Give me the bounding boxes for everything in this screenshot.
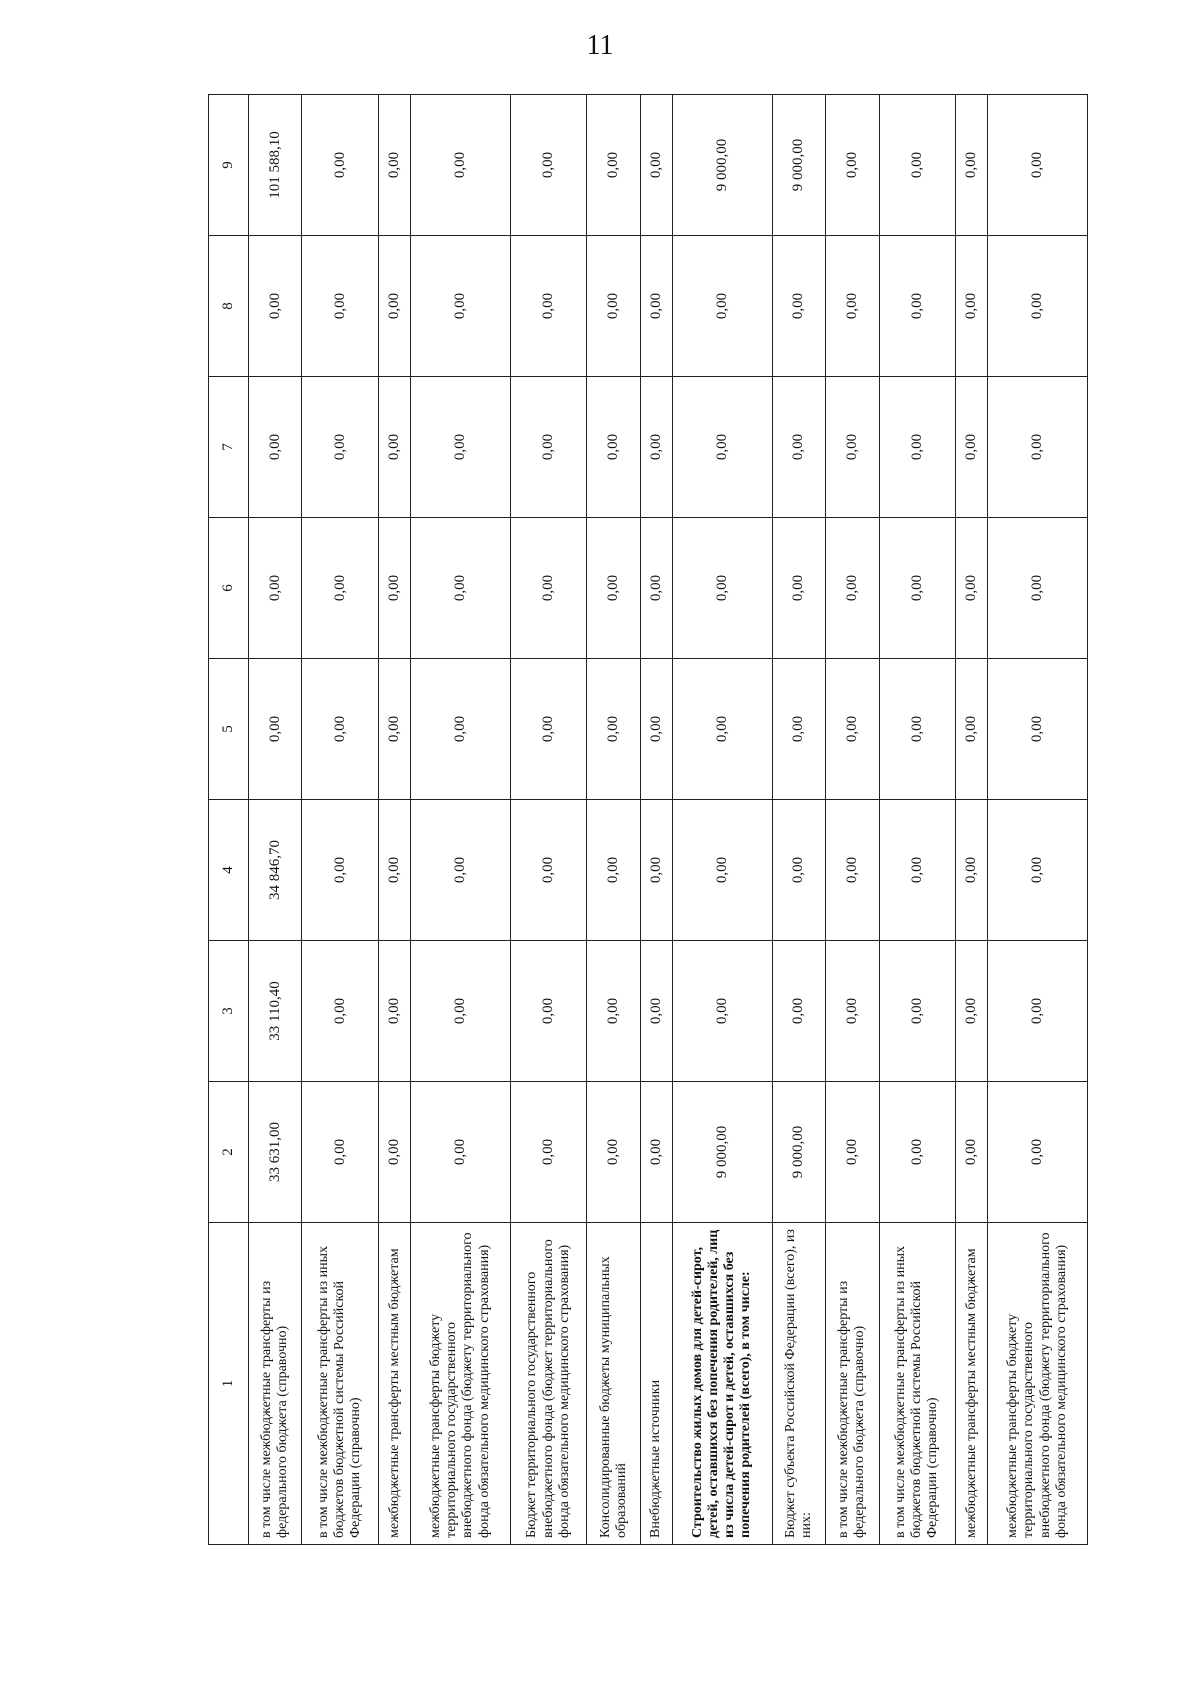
table-cell: 0,00 [988, 377, 1088, 518]
table-cell: 0,00 [302, 518, 379, 659]
table-cell: 0,00 [510, 800, 587, 941]
row-label: в том числе межбюджетные трансферты из иных бюджетов бюджетной системы Российской Федерации (справочно) [879, 1223, 956, 1545]
table-cell: 0,00 [587, 659, 640, 800]
table-cell: 0,00 [379, 377, 411, 518]
table-cell: 0,00 [772, 800, 825, 941]
table-cell: 9 000,00 [772, 1082, 825, 1223]
table-cell: 0,00 [672, 236, 772, 377]
table-cell: 0,00 [249, 659, 302, 800]
table-body [249, 95, 1088, 1545]
table-cell: 0,00 [956, 659, 988, 800]
table-cell: 0,00 [411, 95, 511, 236]
table-cell: 0,00 [587, 377, 640, 518]
row-label: межбюджетные трансферты местным бюджетам [956, 1223, 988, 1545]
table-cell: 0,00 [510, 236, 587, 377]
row-label: в том числе межбюджетные трансферты из федерального бюджета (справочно) [249, 1223, 302, 1545]
table-cell: 0,00 [379, 518, 411, 659]
table-cell: 0,00 [379, 800, 411, 941]
table-cell: 0,00 [988, 236, 1088, 377]
table-cell: 0,00 [510, 1082, 587, 1223]
table-cell: 0,00 [772, 659, 825, 800]
table-cell: 0,00 [988, 95, 1088, 236]
table-row [672, 95, 772, 1545]
table-cell: 0,00 [411, 659, 511, 800]
column-header: 9 [209, 95, 249, 236]
column-header: 3 [209, 941, 249, 1082]
table-cell: 0,00 [956, 95, 988, 236]
table-cell: 0,00 [672, 659, 772, 800]
table-cell: 0,00 [587, 236, 640, 377]
table-cell: 9 000,00 [772, 95, 825, 236]
table-cell: 0,00 [379, 941, 411, 1082]
column-header: 4 [209, 800, 249, 941]
table-cell: 0,00 [379, 1082, 411, 1223]
table-cell: 0,00 [879, 1082, 956, 1223]
table-cell: 0,00 [772, 236, 825, 377]
table-cell: 0,00 [672, 518, 772, 659]
column-header: 6 [209, 518, 249, 659]
table-cell: 0,00 [510, 518, 587, 659]
column-header: 5 [209, 659, 249, 800]
table-row [879, 95, 956, 1545]
table-row [302, 95, 379, 1545]
table-cell: 0,00 [826, 377, 879, 518]
row-label: Строительство жилых домов для детей-сирот, детей, оставшихся без попечения родителей, лиц из числа детей-сирот и детей, оставшихся без попечения родителей (всего), в том числе: [672, 1223, 772, 1545]
table-cell: 0,00 [587, 1082, 640, 1223]
table-cell: 0,00 [249, 518, 302, 659]
table-cell: 0,00 [956, 941, 988, 1082]
table-cell: 0,00 [640, 659, 672, 800]
column-header: 2 [209, 1082, 249, 1223]
row-label: Бюджет территориального государственного внебюджетного фонда (бюджет территориального фонда обязательного медицинского страхования) [510, 1223, 587, 1545]
table-cell: 0,00 [988, 941, 1088, 1082]
table-cell: 0,00 [956, 518, 988, 659]
table-cell: 0,00 [587, 518, 640, 659]
table-cell: 0,00 [302, 95, 379, 236]
table-cell: 0,00 [640, 95, 672, 236]
row-label: в том числе межбюджетные трансферты из федерального бюджета (справочно) [826, 1223, 879, 1545]
table-cell: 0,00 [956, 236, 988, 377]
table-cell: 0,00 [879, 659, 956, 800]
table-row [956, 95, 988, 1545]
table-cell: 0,00 [956, 377, 988, 518]
table-cell: 0,00 [302, 941, 379, 1082]
table-cell: 34 846,70 [249, 800, 302, 941]
table-cell: 0,00 [411, 941, 511, 1082]
table-cell: 0,00 [379, 95, 411, 236]
table-cell: 0,00 [879, 377, 956, 518]
table-cell: 9 000,00 [672, 1082, 772, 1223]
table-cell: 0,00 [379, 236, 411, 377]
table-cell: 0,00 [772, 518, 825, 659]
table-row [640, 95, 672, 1545]
table-cell: 0,00 [672, 941, 772, 1082]
table-cell: 0,00 [826, 518, 879, 659]
table-cell: 0,00 [411, 1082, 511, 1223]
table-cell: 0,00 [956, 1082, 988, 1223]
table-cell: 0,00 [640, 800, 672, 941]
table-cell: 0,00 [879, 236, 956, 377]
table-cell: 0,00 [988, 518, 1088, 659]
table-cell: 0,00 [379, 659, 411, 800]
table-cell: 0,00 [988, 659, 1088, 800]
table-cell: 0,00 [587, 800, 640, 941]
table-cell: 0,00 [640, 1082, 672, 1223]
table-row [411, 95, 511, 1545]
table-header-row [209, 95, 249, 1545]
table-cell: 0,00 [879, 518, 956, 659]
table-cell: 0,00 [640, 941, 672, 1082]
table-cell: 101 588,10 [249, 95, 302, 236]
table-row [510, 95, 587, 1545]
table-cell: 0,00 [672, 377, 772, 518]
table-cell: 0,00 [510, 659, 587, 800]
table-cell: 0,00 [956, 800, 988, 941]
row-label: в том числе межбюджетные трансферты из иных бюджетов бюджетной системы Российской Федерации (справочно) [302, 1223, 379, 1545]
table-cell: 0,00 [302, 800, 379, 941]
table-cell: 0,00 [826, 95, 879, 236]
table-cell: 0,00 [510, 941, 587, 1082]
table-cell: 0,00 [772, 941, 825, 1082]
table-cell: 0,00 [510, 95, 587, 236]
column-header: 1 [209, 1223, 249, 1545]
table-cell: 0,00 [510, 377, 587, 518]
row-label: межбюджетные трансферты местным бюджетам [379, 1223, 411, 1545]
table-cell: 33 110,40 [249, 941, 302, 1082]
table-cell: 0,00 [879, 800, 956, 941]
table-cell: 0,00 [411, 800, 511, 941]
row-label: межбюджетные трансферты бюджету территориального государственного внебюджетного фонда (бюджету территориального фонда обязательного медицинского страхования) [411, 1223, 511, 1545]
table-cell: 0,00 [640, 518, 672, 659]
table-row [379, 95, 411, 1545]
table-cell: 0,00 [302, 377, 379, 518]
table-row [988, 95, 1088, 1545]
table-cell: 0,00 [772, 377, 825, 518]
row-label: Консолидированные бюджеты муниципальных образований [587, 1223, 640, 1545]
table-cell: 0,00 [826, 1082, 879, 1223]
table-cell: 0,00 [587, 95, 640, 236]
table-cell: 9 000,00 [672, 95, 772, 236]
table-row [826, 95, 879, 1545]
table-cell: 0,00 [672, 800, 772, 941]
table-cell: 0,00 [302, 236, 379, 377]
table-cell: 0,00 [302, 659, 379, 800]
table-cell: 0,00 [879, 95, 956, 236]
table-cell: 0,00 [640, 377, 672, 518]
table-cell: 0,00 [411, 236, 511, 377]
table-cell: 0,00 [249, 377, 302, 518]
table-row [587, 95, 640, 1545]
table-cell: 0,00 [826, 236, 879, 377]
table-cell: 0,00 [826, 941, 879, 1082]
rotated-table-container [208, 95, 1088, 1545]
column-header: 7 [209, 377, 249, 518]
table-cell: 0,00 [640, 236, 672, 377]
table-cell: 0,00 [302, 1082, 379, 1223]
table-cell: 33 631,00 [249, 1082, 302, 1223]
table-cell: 0,00 [587, 941, 640, 1082]
table-row [249, 95, 302, 1545]
table-cell: 0,00 [988, 1082, 1088, 1223]
row-label: межбюджетные трансферты бюджету территориального государственного внебюджетного фонда (бюджету территориального фонда обязательного медицинского страхования) [988, 1223, 1088, 1545]
page-number: 11 [586, 30, 614, 61]
table-cell: 0,00 [249, 236, 302, 377]
table-cell: 0,00 [411, 518, 511, 659]
column-header: 8 [209, 236, 249, 377]
table-cell: 0,00 [988, 800, 1088, 941]
row-label: Внебюджетные источники [640, 1223, 672, 1545]
table-cell: 0,00 [879, 941, 956, 1082]
table-cell: 0,00 [826, 659, 879, 800]
table-row [772, 95, 825, 1545]
budget-table [208, 94, 1088, 1545]
row-label: Бюджет субъекта Российской Федерации (всего), из них: [772, 1223, 825, 1545]
table-cell: 0,00 [411, 377, 511, 518]
table-cell: 0,00 [826, 800, 879, 941]
